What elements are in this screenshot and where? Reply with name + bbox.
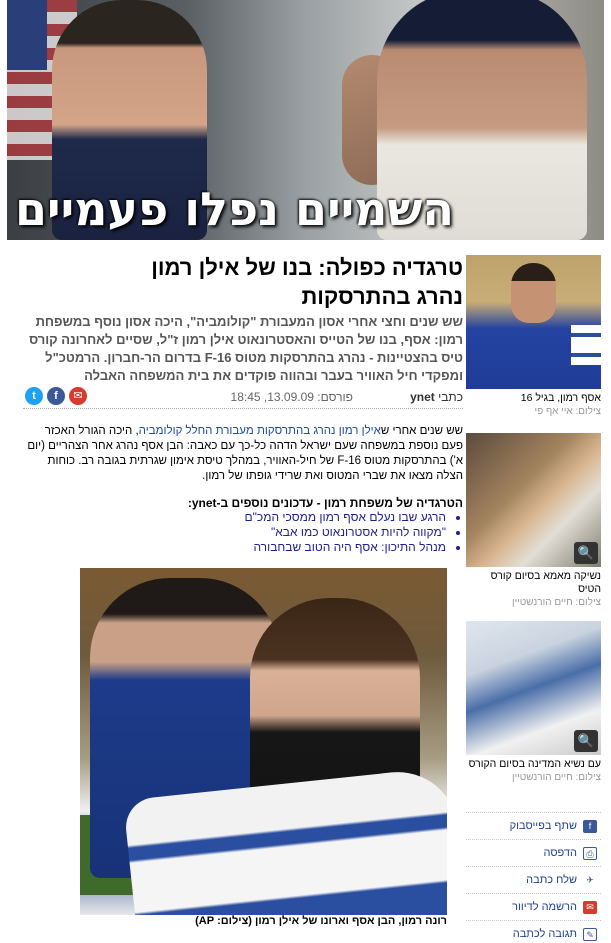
body-rest: , היכה הגורל האכזר פעם נוספת במשפחה שעם ישראל הדהה כל-כך עם כאבה: הבן אסף נהרג אחר הצהריים (יום א') בהתרסקות מטוס F-16 של חיל-האוויר, במהלך טיסת אימון שגרתית בגובה רב. כוחות הצלה מצאו את שברי המטוס ואת שרידי גופתו של רמון. [27, 425, 463, 482]
tool-send-article[interactable] [466, 866, 601, 893]
publish-date: 13.09.09 [267, 390, 314, 404]
banner-title: השמיים נפלו פעמיים [15, 182, 454, 236]
zoom-icon[interactable]: 🔍 [574, 730, 598, 752]
more-link[interactable]: • מנהל התיכון: אסף היה הטוב שבחבורה [26, 540, 446, 555]
author-name[interactable]: ynet [410, 390, 435, 404]
mail-share-icon[interactable]: ✉ [69, 387, 87, 405]
body-link-columbia[interactable]: התרסקות מעבורת החלל קולומביה [138, 425, 304, 437]
gallery-thumb[interactable] [466, 621, 601, 755]
twitter-share-icon[interactable]: t [25, 387, 43, 405]
tool-label: הדפסה [543, 847, 577, 859]
thumb-credit: צילום: חיים הורנשטיין [511, 772, 601, 783]
more-link[interactable]: • "מקווה להיות אסטרונאוט כמו אבא" [26, 525, 446, 540]
photo-caption: רונה רמון, הבן אסף וארונו של אילן רמון (צילום: AP) [195, 915, 447, 927]
thumb-portrait [511, 263, 556, 323]
article-main-photo[interactable] [80, 568, 447, 915]
comment-icon: ✎ [583, 928, 597, 941]
thumb-caption: אסף רמון, בגיל 16 [520, 392, 601, 404]
article-meta [23, 385, 463, 409]
gallery-thumb[interactable] [466, 255, 601, 389]
more-updates-list [26, 510, 446, 555]
zoom-icon[interactable]: 🔍 [574, 542, 598, 564]
sidebar-gallery [466, 255, 601, 784]
facebook-share-icon[interactable]: f [47, 387, 65, 405]
body-start: שש שנים אחרי ש [380, 425, 463, 437]
article-tools [466, 812, 601, 943]
thumb-caption: נשיקה מאמא בסיום קורס הטיס [490, 570, 601, 595]
tool-print[interactable] [466, 839, 601, 866]
share-icons [25, 387, 87, 405]
tool-label: תגובה לכתבה [512, 928, 577, 940]
article-banner-image [7, 0, 604, 240]
more-updates-title: הטרגדיה של משפחת רמון - עדכונים נוספים ב-ynet: [187, 496, 463, 510]
tool-facebook-share[interactable] [466, 812, 601, 839]
send-icon: ✈ [583, 874, 597, 887]
thumb-caption: עם נשיא המדינה בסיום הקורס [468, 758, 601, 770]
article-headline: טרגדיה כפולה: בנו של אילן רמון נהרג בהתרסקות [151, 255, 463, 309]
thumb-credit: צילום: חיים הורנשטיין [511, 597, 601, 608]
published-label: פורסם: [317, 390, 353, 404]
article-body [25, 424, 463, 484]
gallery-thumb[interactable] [466, 433, 601, 567]
us-flag-canton [7, 0, 47, 70]
tool-label: הרשמה לדיוור [512, 901, 577, 913]
print-icon: ⎙ [583, 847, 597, 860]
tool-newsletter-signup[interactable] [466, 893, 601, 920]
publish-info: פורסם: 13.09.09, 18:45 [230, 390, 353, 404]
thumb-credit: צילום: איי אף פי [534, 406, 601, 417]
mail-icon: ✉ [583, 901, 597, 914]
israel-flag-image [571, 325, 601, 365]
publish-time: 18:45 [230, 390, 261, 404]
facebook-icon: f [583, 820, 597, 833]
body-link-ramon[interactable]: אילן רמון נהרג ב [303, 425, 381, 437]
tool-label: שתף בפייסבוק [509, 820, 577, 832]
author-prefix: כתבי [438, 390, 463, 404]
more-link[interactable]: • הרגע שבו נעלם אסף רמון ממסכי המכ"ם [26, 510, 446, 525]
tool-respond[interactable] [466, 920, 601, 943]
tool-label: שלח כתבה [526, 874, 577, 886]
article-lead: שש שנים וחצי אחרי אסון המעבורת "קולומביה", היכה אסון נוסף במשפחת רמון: אסף, בנו של הטייס והאסטרונאוט אילן רמון ז"ל, שסיים לאחרונה קורס טיס בהצטיינות - נהרג בהתרסקות מטוס F-16 בדרום הר-חברון. הרמטכ"ל ומפקדי חיל האוויר בעבר ובהווה פוקדים את בית המשפחה האבלה [29, 314, 463, 383]
author-line [410, 390, 463, 404]
